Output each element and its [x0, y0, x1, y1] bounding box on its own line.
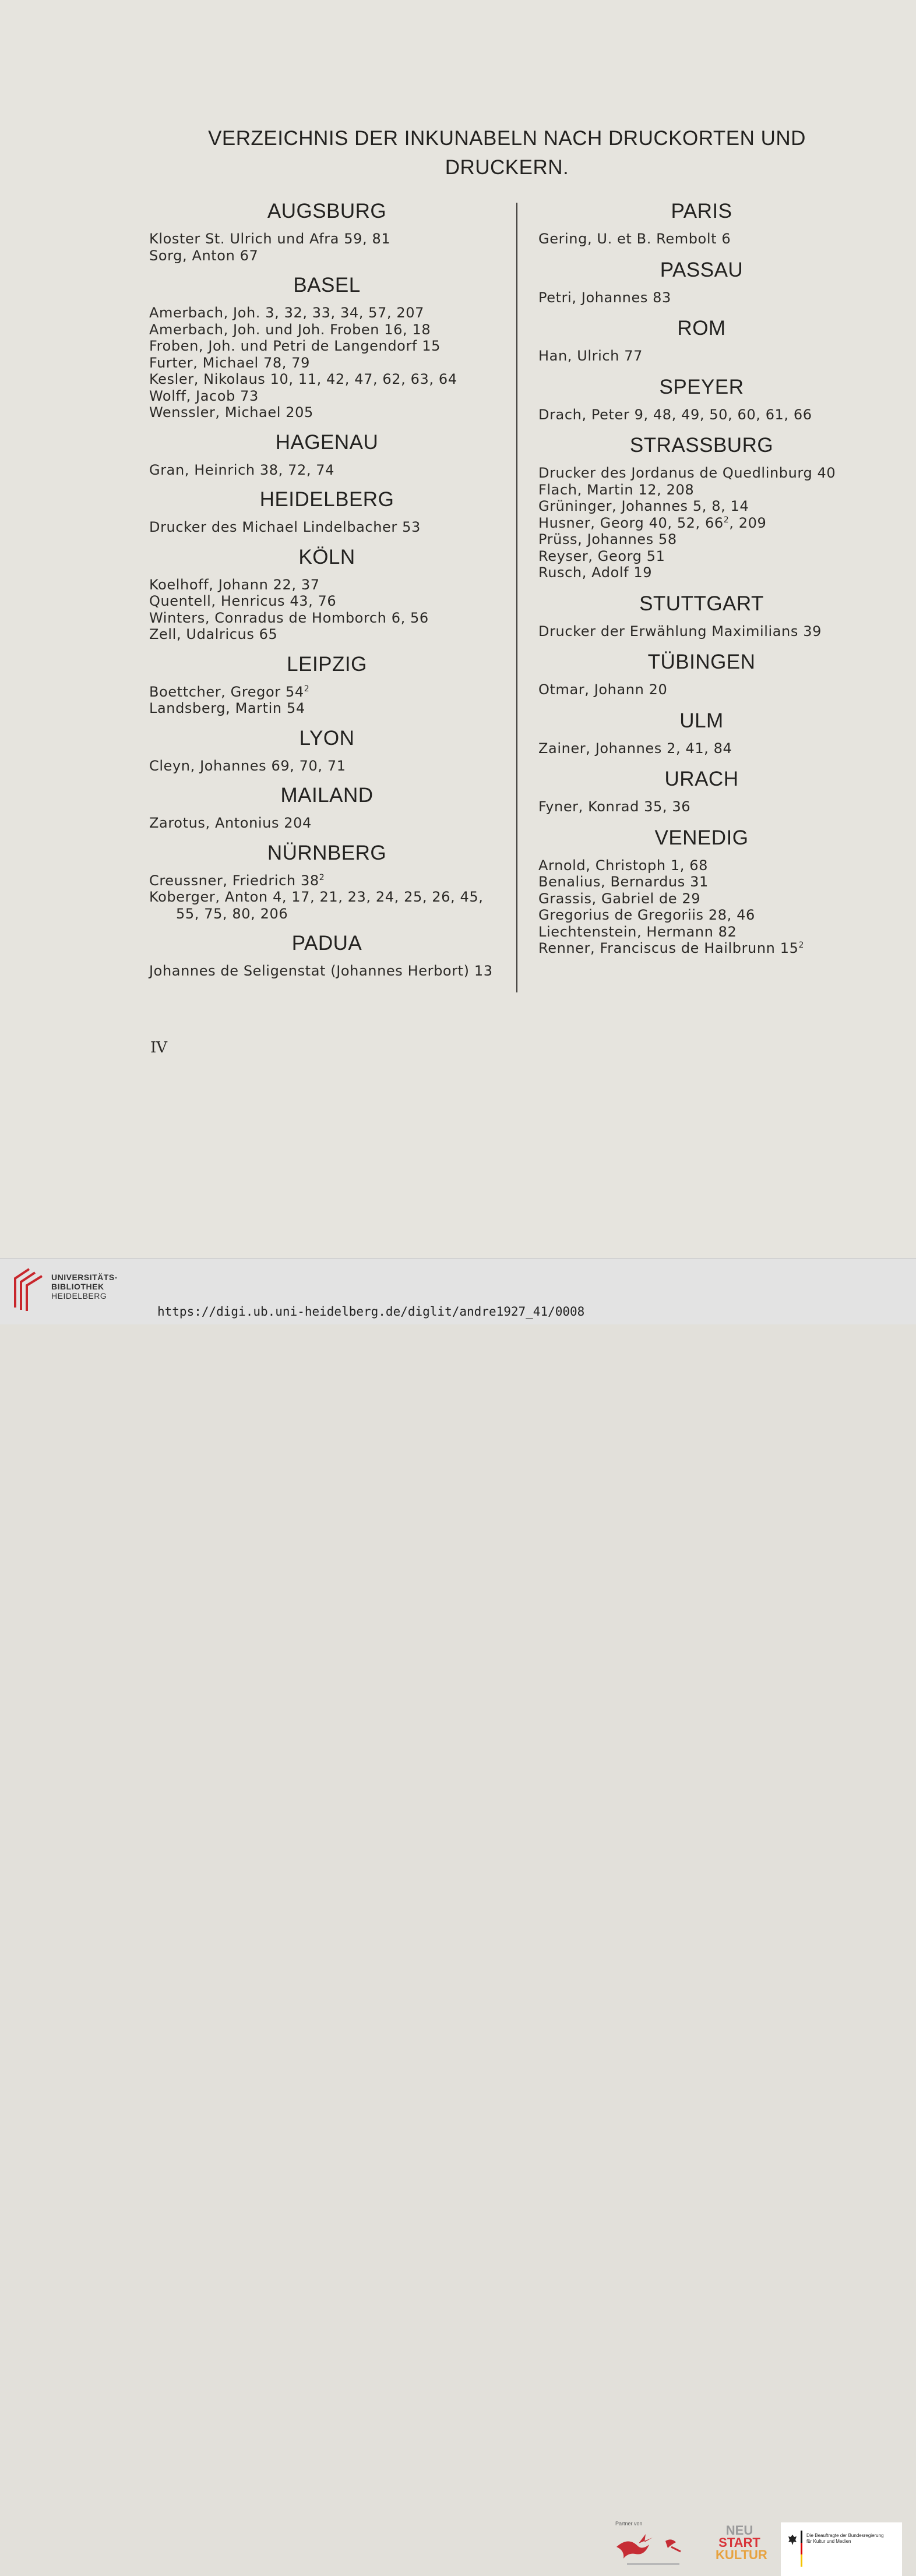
- printer-list: [149, 872, 505, 923]
- printer-entry-text: Quentell, Henricus 43, 76: [149, 593, 337, 609]
- printer-entry: [149, 577, 505, 593]
- printer-list: [538, 857, 865, 957]
- printer-entry-text: Johannes de Seligenstat (Johannes Herbort) 13: [149, 963, 493, 979]
- printer-entry: [538, 531, 865, 548]
- city-heading: HEIDELBERG: [259, 488, 394, 511]
- printer-entry-text: Husner, Georg 40, 52, 66: [538, 514, 724, 531]
- printer-entry: [149, 626, 505, 643]
- printer-entry-text: Han, Ulrich 77: [538, 348, 643, 364]
- city-heading: ULM: [679, 709, 724, 732]
- printer-entry: [538, 407, 865, 423]
- printer-entry-text: Benalius, Bernardus 31: [538, 874, 709, 890]
- printer-entry-text: Grassis, Gabriel de 29: [538, 890, 701, 907]
- printer-entry-text: Rusch, Adolf 19: [538, 564, 653, 581]
- printer-list: [149, 577, 505, 643]
- printer-entry-text: Flach, Martin 12, 208: [538, 481, 695, 498]
- federal-eagle-icon: [788, 2534, 797, 2546]
- city-heading: VENEDIG: [654, 826, 749, 849]
- printer-entry-text: Zell, Udalricus 65: [149, 626, 278, 642]
- printer-entry: [538, 623, 865, 640]
- printer-entry-text: Amerbach, Joh. und Joh. Froben 16, 18: [149, 321, 431, 338]
- printer-entry-text: Koberger, Anton 4, 17, 21, 23, 24, 25, 26, 45, 55, 75, 80, 206: [149, 889, 484, 922]
- university-library-logo-icon[interactable]: [12, 1267, 45, 1314]
- printer-entry-text: Gregorius de Gregoriis 28, 46: [538, 907, 755, 923]
- printer-list: [149, 963, 505, 980]
- superscript-marker: 2: [304, 684, 310, 694]
- city-heading: STUTTGART: [639, 592, 764, 615]
- printer-list: [149, 305, 505, 421]
- printer-entry-text: Drach, Peter 9, 48, 49, 50, 60, 61, 66: [538, 406, 812, 423]
- city-heading: HAGENAU: [275, 430, 379, 454]
- university-library-name: UNIVERSITÄTS- BIBLIOTHEK HEIDELBERG: [51, 1273, 118, 1301]
- neustart-kultur-logo[interactable]: NEU START KULTUR: [716, 2523, 767, 2562]
- printer-entry-text: Renner, Franciscus de Hailbrunn 15: [538, 940, 799, 956]
- printer-entry: [149, 519, 505, 536]
- printer-entry-text: Wolff, Jacob 73: [149, 387, 259, 404]
- printer-entry: [149, 231, 505, 248]
- printer-entry: [538, 940, 865, 957]
- printer-entry-text: Sorg, Anton 67: [149, 247, 259, 264]
- city-heading: URACH: [664, 768, 739, 790]
- printer-entry-text: Liechtenstein, Hermann 82: [538, 923, 737, 940]
- printer-entry-text: Gran, Heinrich 38, 72, 74: [149, 461, 335, 478]
- printer-entry: [149, 338, 505, 355]
- printer-entry: [538, 907, 865, 924]
- printer-entry: [149, 248, 505, 264]
- printer-entry: [538, 891, 865, 907]
- printer-entry-text: Furter, Michael 78, 79: [149, 354, 310, 371]
- printer-entry: [149, 404, 505, 421]
- printer-list: [149, 684, 505, 717]
- printer-list: [538, 348, 865, 365]
- printer-entry: [538, 548, 865, 565]
- printer-entry: [149, 758, 505, 775]
- city-heading: ROM: [677, 317, 726, 340]
- city-heading: NÜRNBERG: [267, 841, 387, 864]
- printer-entry: [538, 857, 865, 874]
- printer-entry: [149, 684, 505, 701]
- partner-label: Partner von: [615, 2521, 643, 2526]
- permalink-url[interactable]: https://digi.ub.uni-heidelberg.de/diglit/andre1927_41/0008: [157, 1305, 585, 1319]
- printer-entry-text: Kloster St. Ulrich und Afra 59, 81: [149, 231, 391, 247]
- printer-entry-text: Koelhoff, Johann 22, 37: [149, 576, 320, 593]
- superscript-marker: 2: [319, 872, 325, 882]
- printer-entry-text: Winters, Conradus de Homborch 6, 56: [149, 609, 429, 626]
- printer-entry: [538, 498, 865, 515]
- city-heading: STRASSBURG: [629, 434, 774, 457]
- printer-entry-text: Creussner, Friedrich 38: [149, 872, 319, 889]
- printer-entry: [149, 815, 505, 832]
- printer-entry-text: Drucker der Erwählung Maximilians 39: [538, 623, 822, 639]
- printer-entry: [538, 798, 865, 815]
- printer-list: [149, 462, 505, 479]
- printer-list: [149, 519, 505, 536]
- printer-entry: [149, 305, 505, 321]
- printer-entry: [149, 593, 505, 610]
- printer-entry-text: Froben, Joh. und Petri de Langendorf 15: [149, 338, 441, 354]
- printer-list: [538, 465, 865, 581]
- printer-entry-text: Otmar, Johann 20: [538, 681, 668, 698]
- left-column: [149, 198, 505, 980]
- ddb-logo-icon[interactable]: [615, 2531, 691, 2574]
- city-heading: LEIPZIG: [287, 652, 367, 676]
- city-heading: PASSAU: [660, 258, 744, 281]
- printer-entry-text: Grüninger, Johannes 5, 8, 14: [538, 498, 749, 514]
- printer-entry: [149, 700, 505, 717]
- printer-entry: [538, 515, 865, 532]
- printer-entry-text: Gering, U. et B. Rembolt 6: [538, 231, 731, 247]
- bkm-line-1: Die Beauftragte der Bundesregierung: [806, 2533, 884, 2538]
- printer-list: [538, 681, 865, 698]
- printer-entry: [149, 371, 505, 388]
- printer-entry-text: Zainer, Johannes 2, 41, 84: [538, 740, 732, 757]
- printer-list: [149, 815, 505, 832]
- printer-entry: [538, 924, 865, 941]
- printer-entry-text: Arnold, Christoph 1, 68: [538, 857, 708, 874]
- printer-list: [538, 623, 865, 640]
- printer-entry-text: Drucker des Michael Lindelbacher 53: [149, 519, 421, 535]
- printer-entry-text: Fyner, Konrad 35, 36: [538, 798, 691, 815]
- superscript-marker: 2: [798, 941, 804, 950]
- city-heading: LYON: [299, 726, 355, 750]
- superscript-marker: 2: [723, 515, 730, 525]
- city-heading: KÖLN: [298, 545, 355, 568]
- city-heading: BASEL: [293, 274, 361, 296]
- city-heading: AUGSBURG: [267, 200, 387, 222]
- printer-entry: [149, 610, 505, 627]
- bkm-line-2: für Kultur und Medien: [806, 2539, 851, 2544]
- printer-entry-text: Prüss, Johannes 58: [538, 531, 677, 547]
- printer-entry: [538, 231, 865, 248]
- city-heading: PADUA: [291, 932, 362, 955]
- printer-entry: [538, 564, 865, 581]
- printer-list: [149, 758, 505, 775]
- printer-entry-text: Cleyn, Johannes 69, 70, 71: [149, 757, 346, 774]
- printer-entry: [538, 482, 865, 499]
- printer-entry-text: Drucker des Jordanus de Quedlinburg 40: [538, 465, 836, 481]
- printer-list: [538, 407, 865, 423]
- printer-entry: [149, 872, 505, 889]
- page-title-line-2: DRUCKERN.: [445, 156, 569, 179]
- printer-entry-text: Boettcher, Gregor 54: [149, 683, 304, 700]
- federal-culture-commissioner-logo[interactable]: [781, 2522, 902, 2576]
- printer-entry-text: Amerbach, Joh. 3, 32, 33, 34, 57, 207: [149, 305, 424, 321]
- printer-entry-text: Petri, Johannes 83: [538, 289, 671, 306]
- printer-entry-text: Zarotus, Antonius 204: [149, 815, 312, 831]
- printer-entry: [538, 465, 865, 482]
- printer-entry-text: Kesler, Nikolaus 10, 11, 42, 47, 62, 63, 64: [149, 371, 457, 387]
- printer-list: [538, 798, 865, 815]
- city-heading: PARIS: [671, 200, 732, 222]
- printer-list: [538, 231, 865, 248]
- printer-entry: [149, 321, 505, 338]
- printer-entry: [538, 289, 865, 306]
- right-column: [538, 198, 865, 957]
- printer-list: [538, 289, 865, 306]
- printer-entry: [538, 874, 865, 891]
- printer-entry: [538, 740, 865, 757]
- printer-entry-text: Reyser, Georg 51: [538, 547, 665, 564]
- scanned-page: [0, 0, 916, 1258]
- printer-list: [538, 740, 865, 757]
- city-heading: MAILAND: [280, 784, 374, 807]
- printer-entry: [538, 681, 865, 698]
- page-number: IV: [150, 1039, 168, 1056]
- printer-entry: [149, 388, 505, 405]
- city-heading: SPEYER: [659, 375, 744, 398]
- printer-entry-text: Wenssler, Michael 205: [149, 404, 313, 421]
- printer-list: [149, 231, 505, 264]
- page-title-line-1: VERZEICHNIS DER INKUNABELN NACH DRUCKORTEN UND: [208, 127, 806, 150]
- german-flag-bar-icon: [801, 2531, 802, 2567]
- printer-entry-text-tail: , 209: [729, 514, 767, 531]
- city-heading: TÜBINGEN: [647, 651, 756, 673]
- column-divider: [516, 203, 517, 992]
- printer-entry: [149, 355, 505, 372]
- printer-entry: [149, 889, 505, 922]
- printer-entry: [149, 963, 505, 980]
- printer-entry: [538, 348, 865, 365]
- printer-entry-text: Landsberg, Martin 54: [149, 700, 305, 716]
- printer-entry: [149, 462, 505, 479]
